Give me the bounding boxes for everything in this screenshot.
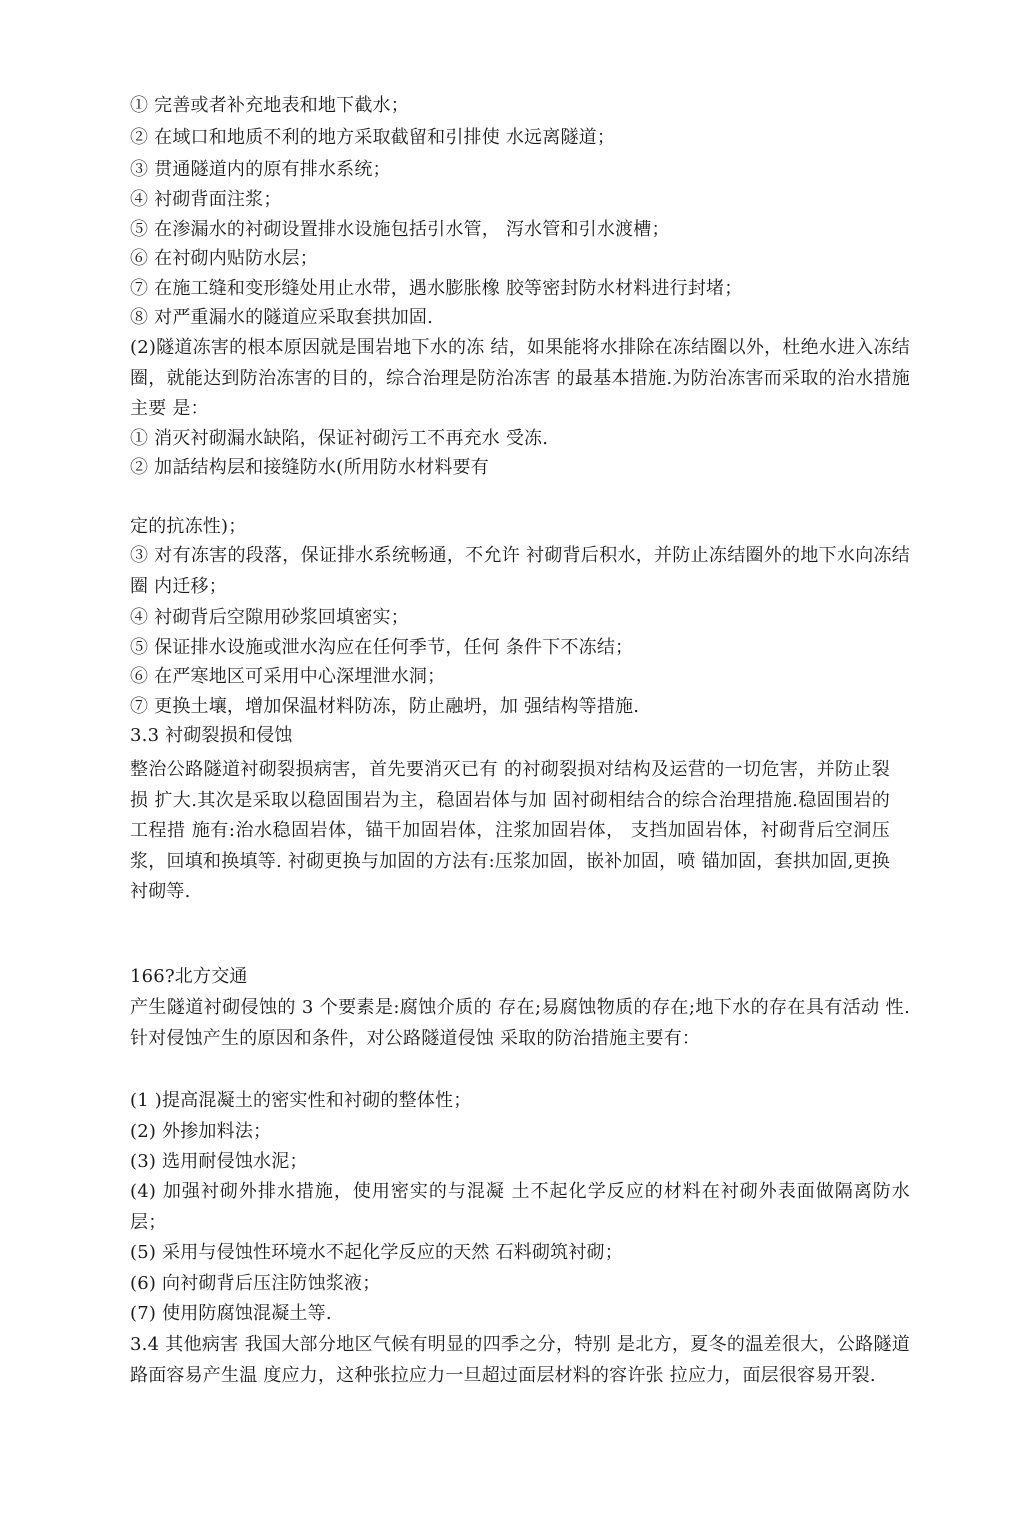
list-item: ③ 贯通隧道内的原有排水系统； — [130, 159, 391, 180]
list-item: (5) 采用与侵蚀性环境水不起化学反应的天然 石料砌筑衬砌； — [130, 1242, 623, 1263]
section-3-4-paragraph: 3.4 其他病害 我国大部分地区气候有明显的四季之分，特别 是北方，夏冬的温差很大，公路隧道路面容易产生温 度应力，这种张拉应力一旦超过面层材料的容许张 拉应力，面层很容易开裂. — [130, 1334, 910, 1386]
list-item: (6) 向衬砌背后压注防蚀浆液； — [130, 1273, 381, 1294]
frost-paragraph: (2)隧道冻害的根本原因就是围岩地下水的冻 结，如果能将水排除在冻结圈以外，杜绝水进入冻结 圈，就能达到防治冻害的目的，综合治理是防治冻害 的最基本措施.为防治冻害而采取的治水措施主要 是： — [130, 337, 910, 419]
list-item: ⑦ 更换土壤，增加保温材料防冻，防止融坍，加 强结构等措施. — [130, 696, 640, 717]
list-item: ⑤ 保证排水设施或泄水沟应在任何季节，任何 条件下不冻结； — [130, 637, 634, 658]
list-item: (7) 使用防腐蚀混凝土等. — [130, 1303, 332, 1324]
list-item-continuation: 定的抗冻性)； — [130, 516, 247, 537]
list-item: ① 完善或者补充地表和地下截水； — [130, 95, 409, 116]
section-body: 整治公路隧道衬砌裂损病害，首先要消灭已有 的衬砌裂损对结构及运营的一切危害，并防止裂损 扩大.其次是采取以稳固围岩为主，稳固岩体与加 固衬砌相结合的综合治理措施.稳固围岩的工程措 施有:治水稳固岩体，锚干加固岩体，注浆加固岩体， 支挡加固岩体，衬砌背后空洞压浆，回填和换填等. 衬砌更换与加固的方法有:压浆加固，嵌补加固，喷 锚加固，套拱加固,更换衬砌等. — [130, 759, 890, 902]
list-item: ④ 衬砌背面注浆； — [130, 189, 282, 210]
list-item: ⑦ 在施工缝和变形缝处用止水带，遇水膨胀橡 胶等密封防水材料进行封堵； — [130, 278, 743, 299]
list-item: ⑥ 在严寒地区可采用中心深埋泄水洞； — [130, 666, 446, 687]
corrosion-intro: 产生隧道衬砌侵蚀的 3 个要素是:腐蚀介质的 存在;易腐蚀物质的存在;地下水的存在具有活动 性.针对侵蚀产生的原因和条件，对公路隧道侵蚀 采取的防治措施主要有： — [130, 997, 910, 1049]
page-footer: 166?北方交通 — [130, 966, 248, 987]
list-item: ⑥ 在衬砌内贴防水层； — [130, 248, 318, 269]
list-item: ③ 对有冻害的段落，保证排水系统畅通，不允许 衬砌背后积水，并防止冻结圈外的地下水向冻结圈 内迁移； — [130, 545, 910, 597]
section-heading: 3.3 衬砌裂损和侵蚀 — [130, 725, 293, 746]
list-item: (1 )提高混凝土的密实性和衬砌的整体性； — [130, 1090, 472, 1111]
list-item: (4) 加强衬砌外排水措施，使用密实的与混凝 土不起化学反应的材料在衬砌外表面做隔离防水 层； — [130, 1181, 910, 1233]
list-item: ⑧ 对严重漏水的隧道应采取套拱加固. — [130, 307, 434, 328]
list-item: ② 加話结构层和接缝防水(所用防水材料要有 — [130, 457, 489, 478]
list-item: ② 在域口和地质不利的地方采取截留和引排使 水远离隧道； — [130, 127, 616, 148]
list-item: ④ 衬砌背后空隙用砂浆回填密实； — [130, 607, 409, 628]
list-item: ⑤ 在渗漏水的衬砌设置排水设施包括引水管， 泻水管和引水渡槽； — [130, 219, 670, 240]
list-item: (3) 选用耐侵蚀水泥； — [130, 1151, 308, 1172]
list-item: ① 消灭衬砌漏水缺陷，保证衬砌污工不再充水 受冻. — [130, 428, 549, 449]
list-item: (2) 外掺加料法； — [130, 1121, 272, 1142]
